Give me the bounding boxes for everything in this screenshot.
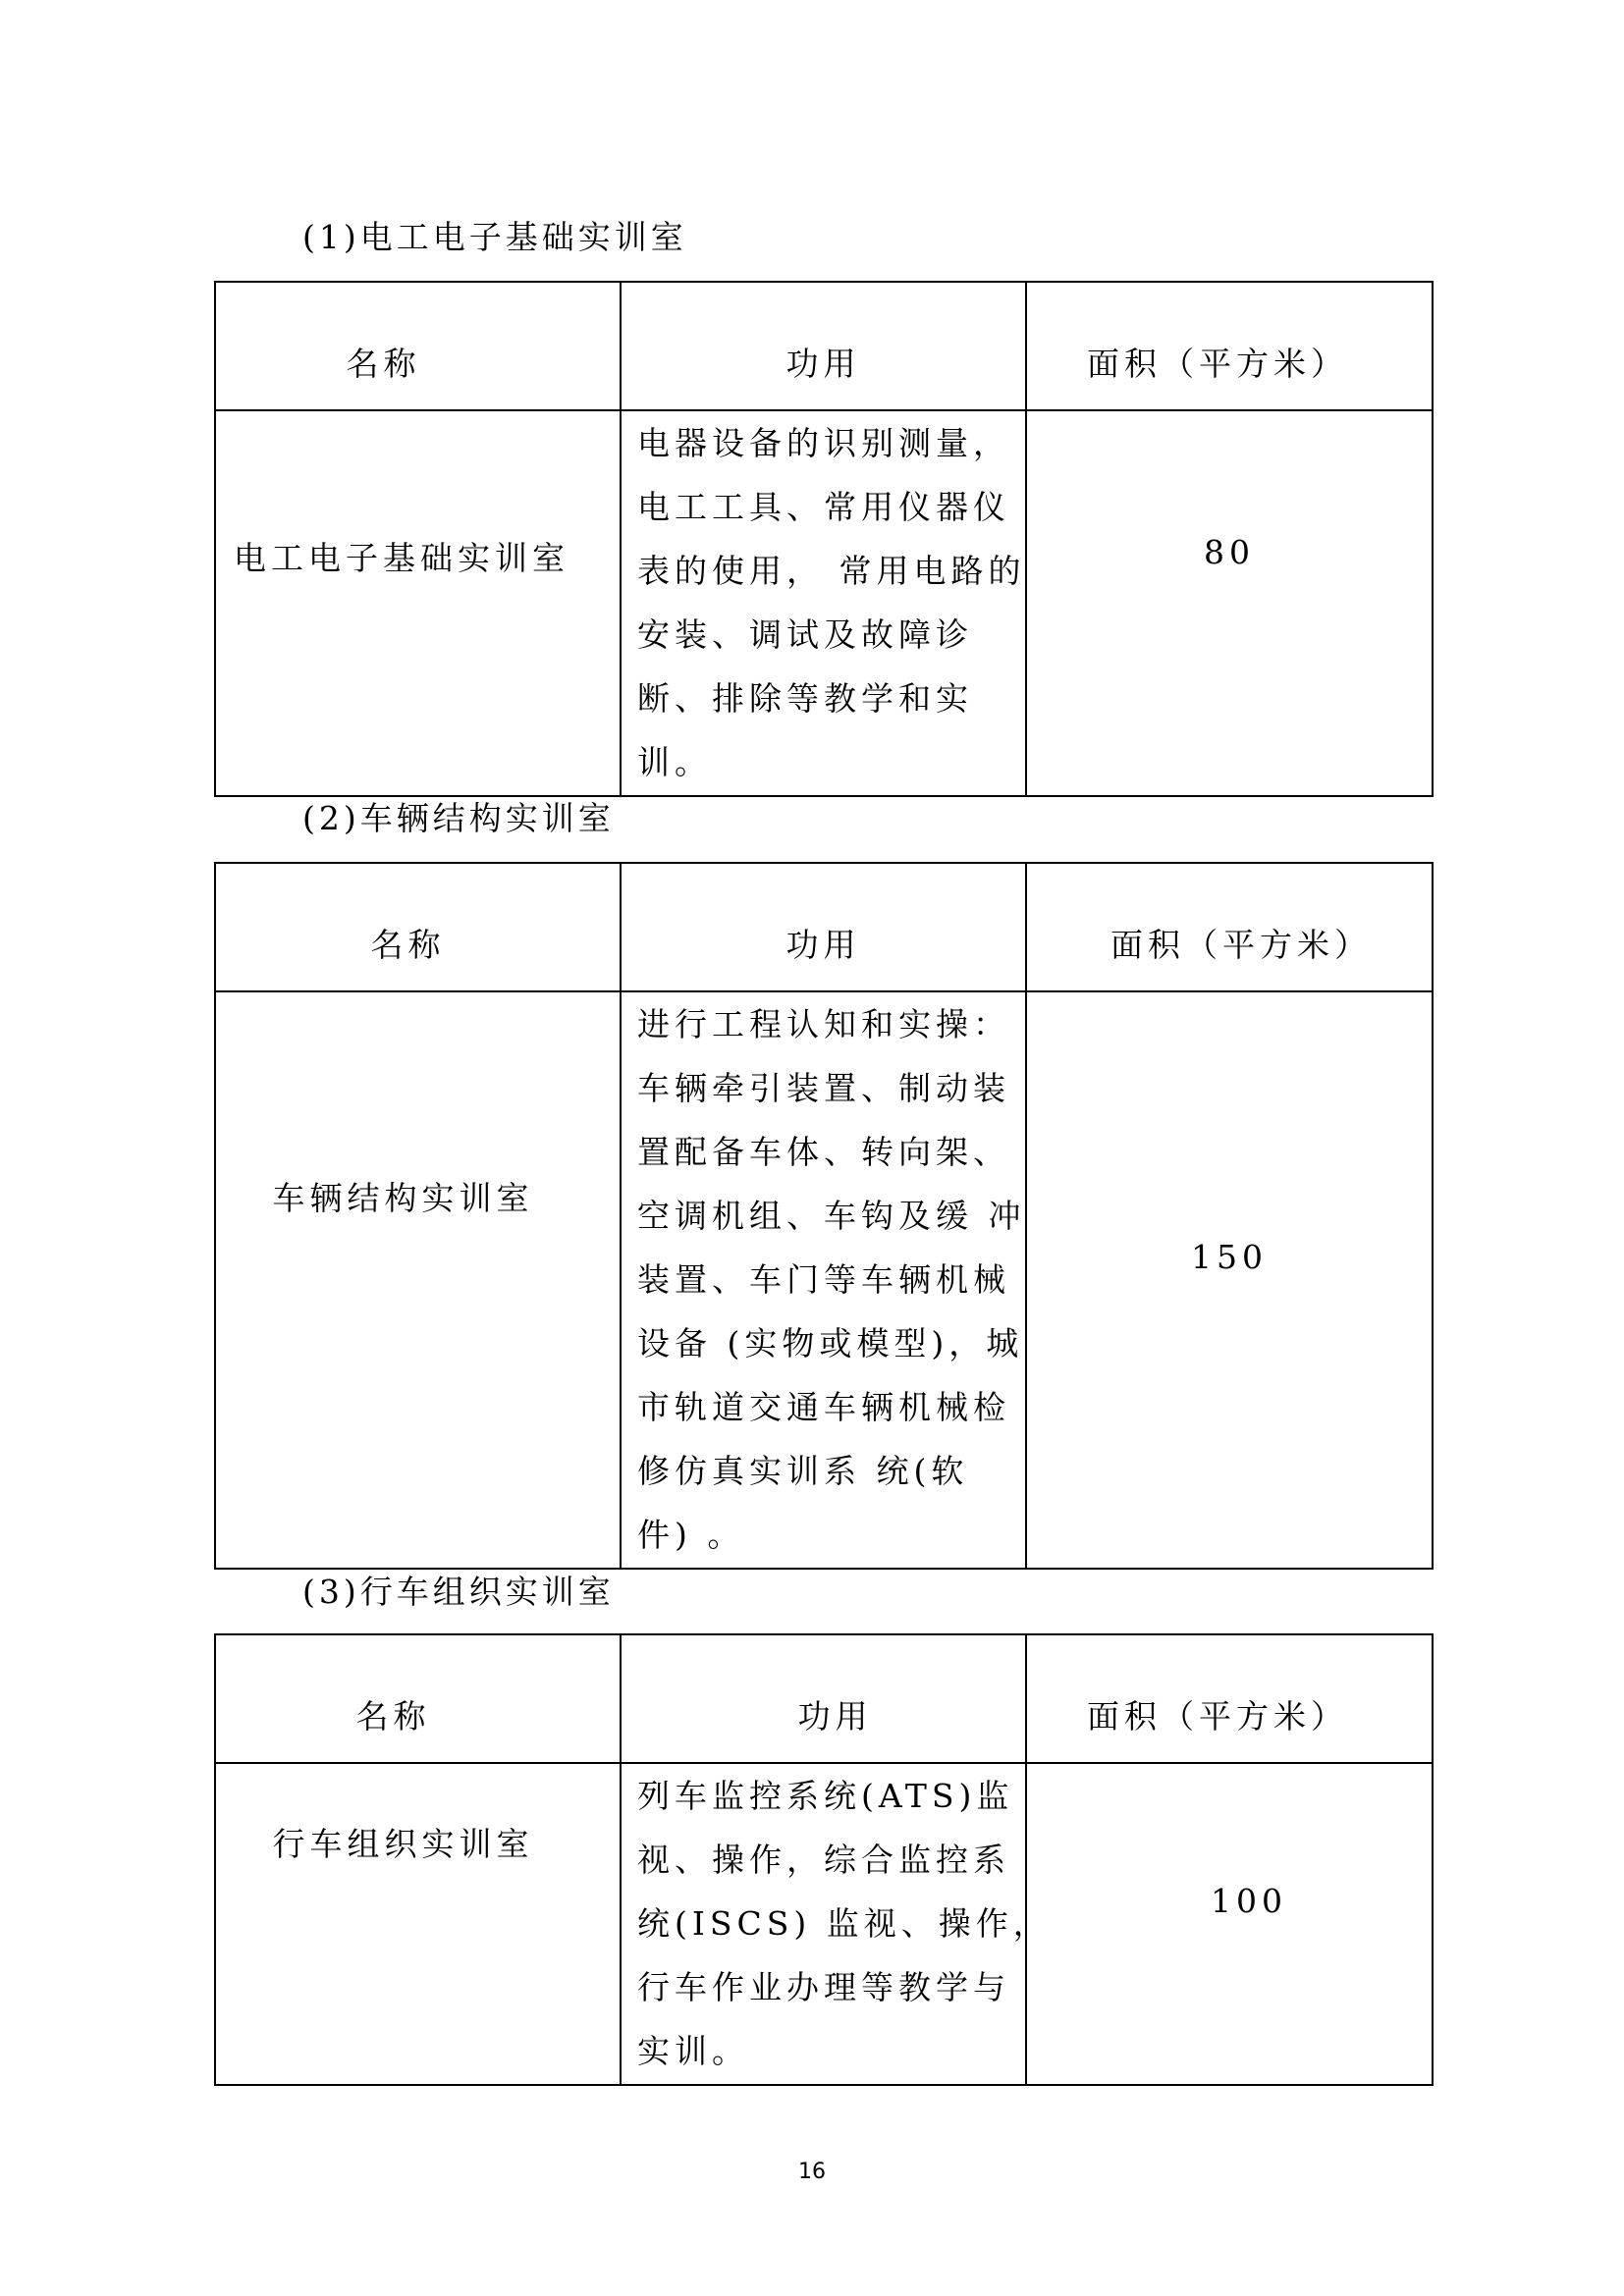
room-area-cell [1026,410,1433,796]
table-row [215,410,1433,796]
table-header-row [215,863,1433,991]
function-line: 设备 (实物或模型)，城 [637,1324,1024,1362]
room-name: 电工电子基础实训室 [234,539,569,577]
room-table-2 [214,862,1434,1570]
function-line: 进行工程认知和实操： [637,1005,1010,1043]
header-name: 名称 [370,926,446,964]
room-area: 100 [1211,1882,1287,1920]
room-name-cell [215,1763,621,2085]
function-line: 列车监控系统(ATS)监 [637,1777,1014,1815]
function-line: 表的使用， 常用电路的 [637,552,1026,590]
room-area: 80 [1204,533,1255,571]
header-area-cell [1026,863,1433,991]
room-name-cell [215,410,621,796]
room-function-cell [621,991,1026,1569]
page-number: 16 [798,2160,826,2184]
header-function: 功用 [797,1697,873,1735]
room-function-cell [621,410,1026,796]
header-function: 功用 [785,926,861,964]
section-heading-3: (3)行车组织实训室 [302,1573,615,1611]
room-function-cell [621,1763,1051,2085]
function-line: 断、排除等教学和实 [637,679,973,718]
function-line: 行车作业办理等教学与 [637,1968,1010,2006]
function-line: 空调机组、车钩及缓 冲 [637,1197,1026,1235]
header-function: 功用 [785,345,861,383]
function-line: 电工工具、常用仪器仪 [637,488,1010,526]
table-header-row [215,282,1433,410]
function-line: 件) 。 [637,1516,745,1554]
section-heading-2: (2)车辆结构实训室 [302,799,615,837]
room-name: 行车组织实训室 [272,1825,534,1863]
header-name-cell [215,282,621,410]
function-line: 训。 [637,743,712,781]
room-area: 150 [1191,1238,1268,1276]
room-table-3 [214,1633,1434,2086]
header-name-cell [215,863,621,991]
header-function-cell [621,1634,1026,1763]
room-area-cell [1026,991,1433,1569]
table-row [215,1763,1433,2085]
function-line: 置配备车体、转向架、 [637,1133,1010,1171]
room-name: 车辆结构实训室 [272,1179,534,1217]
function-line: 市轨道交通车辆机械检 [637,1388,1010,1426]
header-area: 面积（平方米） [1110,926,1372,964]
table-row [215,991,1433,1569]
function-line: 实训。 [637,2032,749,2070]
header-name: 名称 [355,1697,431,1735]
header-area-cell [1026,1634,1433,1763]
header-area-cell [1026,282,1433,410]
room-table-1 [214,281,1434,797]
header-name: 名称 [346,345,421,383]
header-function-cell [621,863,1026,991]
header-name-cell [215,1634,621,1763]
room-area-cell [1026,1763,1433,2085]
section-heading-1: (1)电工电子基础实训室 [302,218,687,256]
function-line: 视、操作，综合监控系 [637,1841,1010,1879]
function-line: 统(ISCS) 监视、操作， [637,1904,1051,1943]
function-line: 装置、车门等车辆机械 [637,1260,1010,1299]
function-line: 安装、调试及故障诊 [637,615,973,654]
function-line: 电器设备的识别测量， [637,424,1010,462]
header-area: 面积（平方米） [1087,1697,1348,1735]
function-line: 车辆牵引装置、制动装 [637,1069,1010,1107]
table-header-row [215,1634,1433,1763]
header-function-cell [621,282,1026,410]
header-area: 面积（平方米） [1087,345,1348,383]
function-line: 修仿真实训系 统(软 [637,1452,969,1490]
room-name-cell [215,991,621,1569]
